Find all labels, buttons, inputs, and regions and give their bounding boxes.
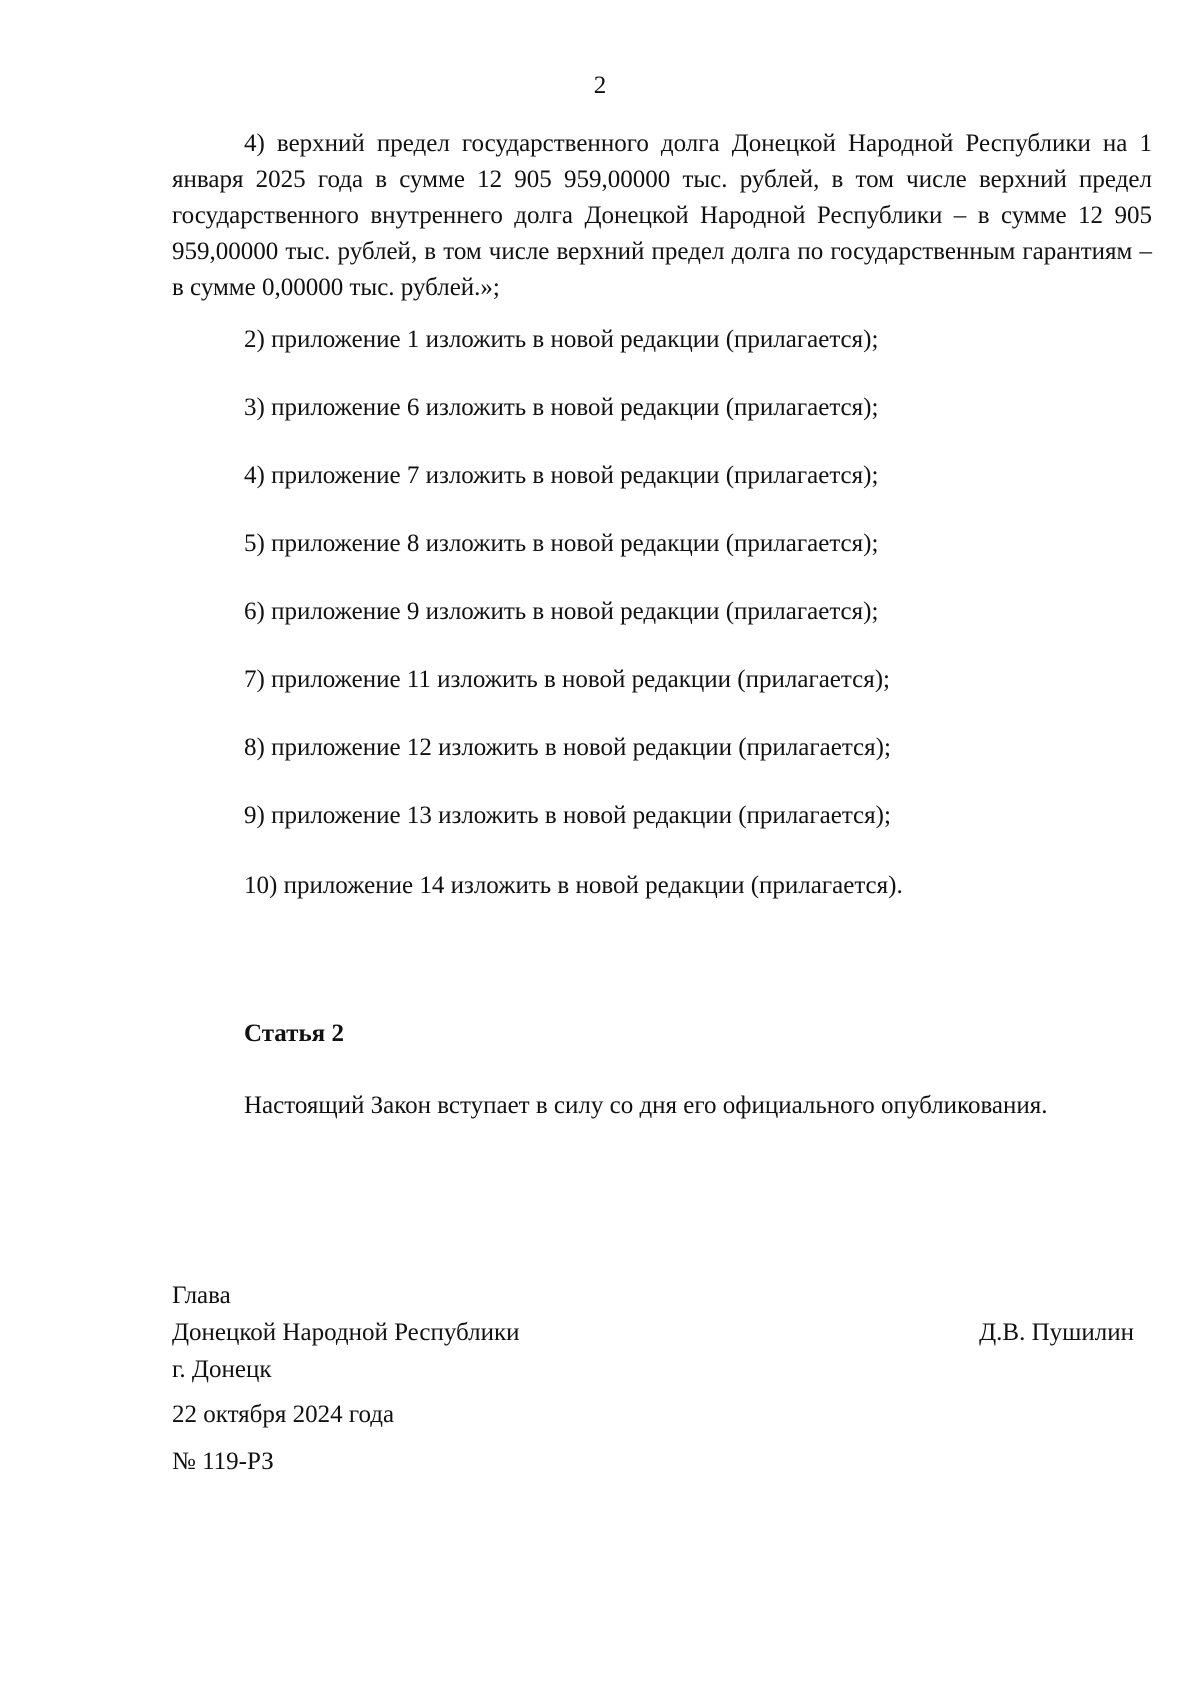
signing-city: г. Донецк [172,1356,272,1383]
amendment-item-6: 6) приложение 9 изложить в новой редакции (прилагается); [244,598,879,625]
page-number: 2 [593,72,607,99]
article-2-text: Настоящий Закон вступает в силу со дня его официального опубликования. [244,1092,1048,1119]
signer-name: Д.В. Пушилин [979,1319,1134,1346]
signer-title-line2: Донецкой Народной Республики [172,1319,520,1346]
amendment-item-3: 3) приложение 6 изложить в новой редакции (прилагается); [244,394,879,421]
amendment-item-7: 7) приложение 11 изложить в новой редакции (прилагается); [244,666,890,693]
amendment-item-2: 2) приложение 1 изложить в новой редакции (прилагается); [244,326,879,353]
law-number: № 119-РЗ [172,1448,274,1475]
signer-title-line1: Глава [172,1282,231,1309]
signing-date: 22 октября 2024 года [172,1401,395,1428]
amendment-item-9: 9) приложение 13 изложить в новой редакции (прилагается); [244,802,891,829]
amendment-item-5: 5) приложение 8 изложить в новой редакции (прилагается); [244,530,879,557]
amendment-item-8: 8) приложение 12 изложить в новой редакции (прилагается); [244,734,891,761]
debt-limit-paragraph: 4) верхний предел государственного долга Донецкой Народной Республики на 1 января 2025 года в сумме 12 905 959,00000 тыс. рублей, в том числе верхний предел государственного внутреннего долга Донецкой Народной Республики – в сумме 12 905 959,00000 тыс. рублей, в том числе верхний предел долга по государственным гарантиям – в сумме 0,00000 тыс. рублей.»; [172,130,1152,301]
article-2-heading: Статья 2 [244,1020,344,1047]
amendment-item-10: 10) приложение 14 изложить в новой редакции (прилагается). [244,872,903,899]
amendment-item-4: 4) приложение 7 изложить в новой редакции (прилагается); [244,462,879,489]
